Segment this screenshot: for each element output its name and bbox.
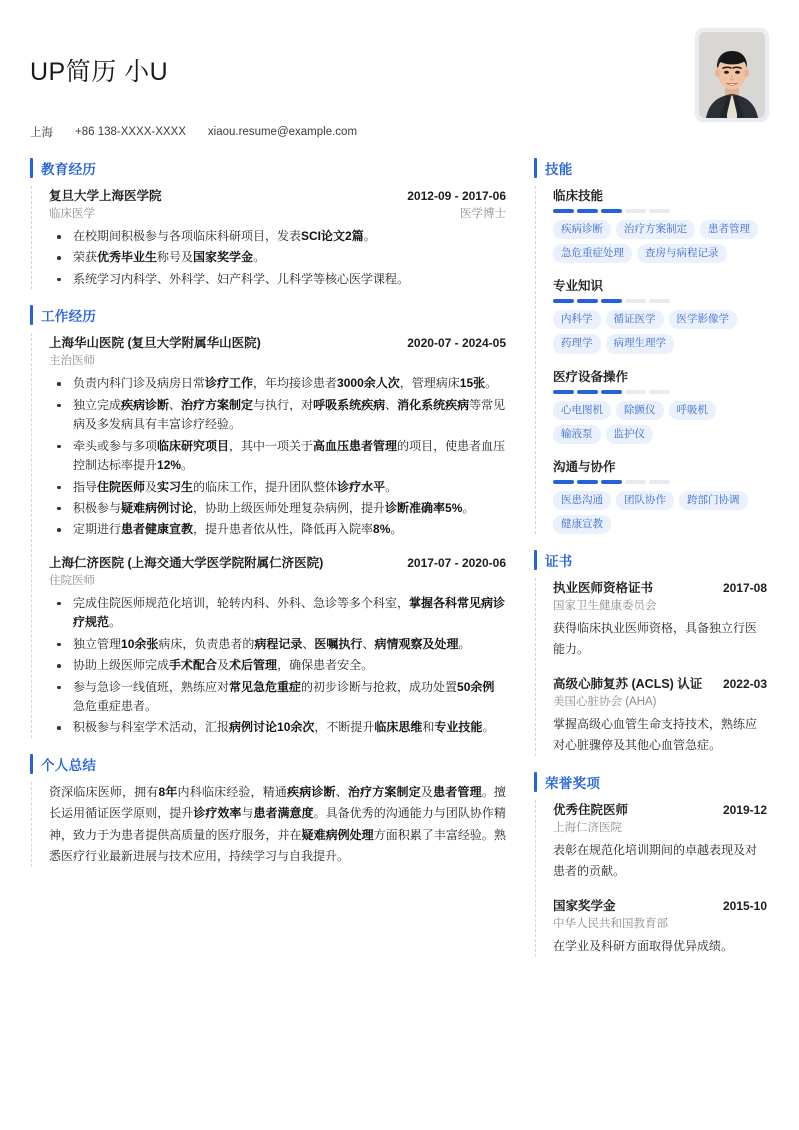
section-header-honors	[534, 772, 767, 792]
certificate-entry	[553, 674, 767, 756]
rating-dash	[649, 480, 670, 484]
section-title: 个人总结	[41, 757, 97, 773]
rating-dash	[577, 480, 598, 484]
skill-group-name: 专业知识	[553, 279, 604, 294]
entry-description: 掌握高级心血管生命支持技术，熟练应对心脏骤停及其他心血管急症。	[553, 717, 758, 752]
entry-title: 高级心肺复苏 (ACLS) 认证	[553, 677, 703, 691]
entry-subtitle: 临床医学	[49, 208, 95, 220]
bullet-item: 完成住院医师规范化培训，轮转内科、外科、急诊等多个科室，掌握各科常见病诊疗规范。	[49, 594, 506, 633]
rating-dash	[601, 480, 622, 484]
skill-tags	[553, 491, 767, 534]
resume-header	[30, 26, 769, 144]
name-row	[30, 26, 769, 88]
bullet-item: 参与急诊一线值班，熟练应对常见急危重症的初步诊断与抢救，成功处置50余例急危重症患者。	[49, 678, 506, 717]
avatar-photo	[699, 32, 765, 118]
skill-group	[553, 276, 767, 353]
section-accent-bar	[534, 772, 537, 792]
experience-entry	[49, 186, 506, 289]
skill-group	[553, 186, 767, 263]
rating-dash	[577, 390, 598, 394]
section-body	[535, 578, 767, 756]
skill-tag: 输液泵	[553, 425, 601, 444]
section-work	[30, 305, 506, 738]
section-accent-bar	[30, 305, 33, 325]
section-honors	[534, 772, 767, 957]
entry-issuer: 国家卫生健康委员会	[553, 600, 657, 612]
entry-title: 上海华山医院 (复旦大学附属华山医院)	[49, 336, 261, 351]
skill-tag: 团队协作	[616, 491, 674, 510]
section-body	[31, 782, 506, 867]
section-accent-bar	[534, 550, 537, 570]
summary-text: 资深临床医师，拥有8年内科临床经验，精通疾病诊断、治疗方案制定及患者管理。擅长运用循证医学原则，提升诊疗效率与患者满意度。具备优秀的沟通能力与团队协作精神，致力于为患者提供高质量的医疗服务，并在疑难病例处理方面积累了丰富经验。熟悉医疗行业最新进展与技术应用，持续学习与自我提升。	[49, 784, 506, 863]
bullet-item: 牵头或参与多项临床研究项目，其中一项关于高血压患者管理的项目，使患者血压控制达标率提升12%。	[49, 437, 506, 476]
skill-tag: 呼吸机	[669, 401, 717, 420]
entry-date: 2020-07 - 2024-05	[407, 336, 506, 351]
entry-heading-row	[49, 186, 506, 204]
entry-subtitle: 主治医师	[49, 355, 95, 368]
entry-date: 2017-08	[722, 581, 767, 595]
entry-title: 复旦大学上海医学院	[49, 189, 162, 203]
entry-sub-row	[49, 572, 506, 588]
section-title: 荣誉奖项	[545, 776, 601, 791]
rating-dash	[553, 390, 574, 394]
section-skills	[534, 158, 767, 534]
bullet-item: 独立完成疾病诊断、治疗方案制定与执行，对呼吸系统疾病、消化系统疾病等常见病及多发病具有丰富诊疗经验。	[49, 396, 506, 435]
rating-dash	[553, 299, 574, 303]
bullet-list	[49, 594, 506, 738]
skill-tag: 治疗方案制定	[616, 220, 695, 239]
skill-tag: 急危重症处理	[553, 244, 632, 263]
rating-dash	[649, 299, 670, 303]
entry-heading-row	[553, 674, 767, 692]
bullet-item: 在校期间积极参与各项临床科研项目，发表SCI论文2篇。	[49, 227, 506, 246]
page-title: UP简历 小U	[30, 58, 169, 86]
entry-date: 2017-07 - 2020-06	[407, 555, 506, 570]
section-summary	[30, 754, 506, 867]
skill-tag: 病理生理学	[606, 334, 675, 353]
skill-tag: 监护仪	[606, 425, 654, 444]
bullet-item: 指导住院医师及实习生的临床工作，提升团队整体诊疗水平。	[49, 478, 506, 497]
entry-subtitle: 住院医师	[49, 574, 95, 587]
skill-group-name: 沟通与协作	[553, 459, 616, 474]
entry-description: 在学业及科研方面取得优异成绩。	[553, 939, 734, 953]
bullet-item: 积极参与疑难病例讨论，协助上级医师处理复杂病例，提升诊断准确率5%。	[49, 499, 506, 518]
bullet-item: 定期进行患者健康宣教，提升患者依从性，降低再入院率8%。	[49, 520, 506, 539]
entry-heading-row	[49, 333, 506, 351]
education-list	[43, 186, 506, 289]
skill-group-name: 临床技能	[553, 189, 604, 203]
skill-rating	[553, 209, 767, 213]
bullet-item: 系统学习内科学、外科学、妇产科学、儿科学等核心医学课程。	[49, 270, 506, 289]
skill-tags	[553, 310, 767, 353]
bullet-item: 荣获优秀毕业生称号及国家奖学金。	[49, 248, 506, 267]
entry-date: 2012-09 - 2017-06	[407, 189, 506, 203]
entry-date: 2019-12	[722, 803, 767, 817]
section-title: 技能	[545, 162, 573, 177]
skill-tag: 循证医学	[606, 310, 664, 329]
entry-title: 上海仁济医院 (上海交通大学医学院附属仁济医院)	[49, 555, 324, 570]
section-header-summary	[30, 754, 506, 774]
rating-dash	[625, 480, 646, 484]
skill-tags	[553, 401, 767, 444]
certificate-entry	[553, 578, 767, 660]
skill-tag: 患者管理	[700, 220, 758, 239]
section-body	[31, 186, 506, 289]
skill-group	[553, 457, 767, 534]
contact-item-0: 上海	[30, 127, 53, 139]
bullet-item: 积极参与科室学术活动，汇报病例讨论10余次，不断提升临床思维和专业技能。	[49, 718, 506, 737]
bullet-item: 协助上级医师完成手术配合及术后管理，确保患者安全。	[49, 656, 506, 675]
entry-issuer: 上海仁济医院	[553, 822, 622, 834]
honor-list	[547, 800, 767, 957]
bullet-item: 独立管理10余张病床，负责患者的病程记录、医嘱执行、病情观察及处理。	[49, 635, 506, 654]
section-education	[30, 158, 506, 289]
bullet-item: 负责内科门诊及病房日常诊疗工作，年均接诊患者3000余人次，管理病床15张。	[49, 374, 506, 393]
section-header-work	[30, 305, 506, 325]
skills-list	[547, 186, 767, 534]
skill-group-name: 医疗设备操作	[553, 369, 629, 384]
section-accent-bar	[30, 158, 33, 178]
skill-tag: 除颤仪	[616, 401, 664, 420]
skill-tag: 内科学	[553, 310, 601, 329]
entry-heading-row	[49, 553, 506, 571]
entry-title: 国家奖学金	[553, 899, 616, 913]
section-header-education	[30, 158, 506, 178]
rating-dash	[649, 209, 670, 213]
section-body	[31, 333, 506, 738]
skill-tag: 疾病诊断	[553, 220, 611, 239]
skill-tag: 心电图机	[553, 401, 611, 420]
contact-row	[30, 124, 769, 140]
skill-tag: 跨部门协调	[679, 491, 748, 510]
rating-dash	[625, 299, 646, 303]
rating-dash	[625, 390, 646, 394]
section-body	[535, 186, 767, 534]
honor-entry	[553, 800, 767, 882]
section-accent-bar	[30, 754, 33, 774]
entry-sub-row	[49, 205, 506, 221]
bullet-list	[49, 227, 506, 289]
rating-dash	[649, 390, 670, 394]
section-certificates	[534, 550, 767, 756]
entry-description: 获得临床执业医师资格，具备独立行医能力。	[553, 621, 758, 656]
entry-heading-row	[553, 800, 767, 818]
rating-dash	[601, 390, 622, 394]
contact-item-2: xiaou.resume@example.com	[207, 126, 358, 138]
experience-entry	[49, 553, 506, 738]
bullet-list	[49, 374, 506, 540]
entry-title: 执业医师资格证书	[553, 581, 654, 595]
skill-rating	[553, 480, 767, 484]
rating-dash	[601, 299, 622, 303]
section-header-skills	[534, 158, 767, 178]
section-title: 证书	[545, 554, 573, 569]
entry-heading-row	[553, 896, 767, 914]
portrait-icon	[699, 32, 765, 118]
entry-title: 优秀住院医师	[553, 803, 629, 817]
rating-dash	[577, 209, 598, 213]
skill-group	[553, 367, 767, 444]
rating-dash	[577, 299, 598, 303]
entry-issuer: 美国心脏协会 (AHA)	[553, 696, 657, 708]
skill-tag: 医学影像学	[669, 310, 738, 329]
skill-tag: 查房与病程记录	[637, 244, 727, 263]
section-accent-bar	[534, 158, 537, 178]
left-column	[30, 158, 522, 883]
right-column	[522, 158, 767, 973]
honor-entry	[553, 896, 767, 957]
contact-item-1: +86 138-XXXX-XXXX	[75, 126, 186, 138]
skill-tag: 医患沟通	[553, 491, 611, 510]
entry-description: 表彰在规范化培训期间的卓越表现及对患者的贡献。	[553, 843, 758, 878]
skill-tag: 药理学	[553, 334, 601, 353]
work-list	[43, 333, 506, 738]
entry-issuer: 中华人民共和国教育部	[553, 918, 668, 930]
experience-entry	[49, 333, 506, 540]
entry-date: 2015-10	[722, 899, 767, 913]
rating-dash	[553, 480, 574, 484]
rating-dash	[625, 209, 646, 213]
skill-tags	[553, 220, 767, 263]
summary-body	[43, 782, 506, 867]
rating-dash	[553, 209, 574, 213]
section-title: 教育经历	[41, 162, 97, 177]
entry-subtitle-right: 医学博士	[460, 208, 506, 220]
resume-columns	[30, 158, 769, 973]
entry-date: 2022-03	[722, 677, 767, 691]
skill-tag: 健康宣教	[553, 515, 611, 534]
skill-rating	[553, 390, 767, 394]
entry-sub-row	[49, 352, 506, 368]
section-header-certificates	[534, 550, 767, 570]
skill-rating	[553, 299, 767, 303]
section-title: 工作经历	[41, 309, 97, 325]
avatar	[695, 28, 769, 122]
rating-dash	[601, 209, 622, 213]
section-body	[535, 800, 767, 957]
entry-heading-row	[553, 578, 767, 596]
certificate-list	[547, 578, 767, 756]
